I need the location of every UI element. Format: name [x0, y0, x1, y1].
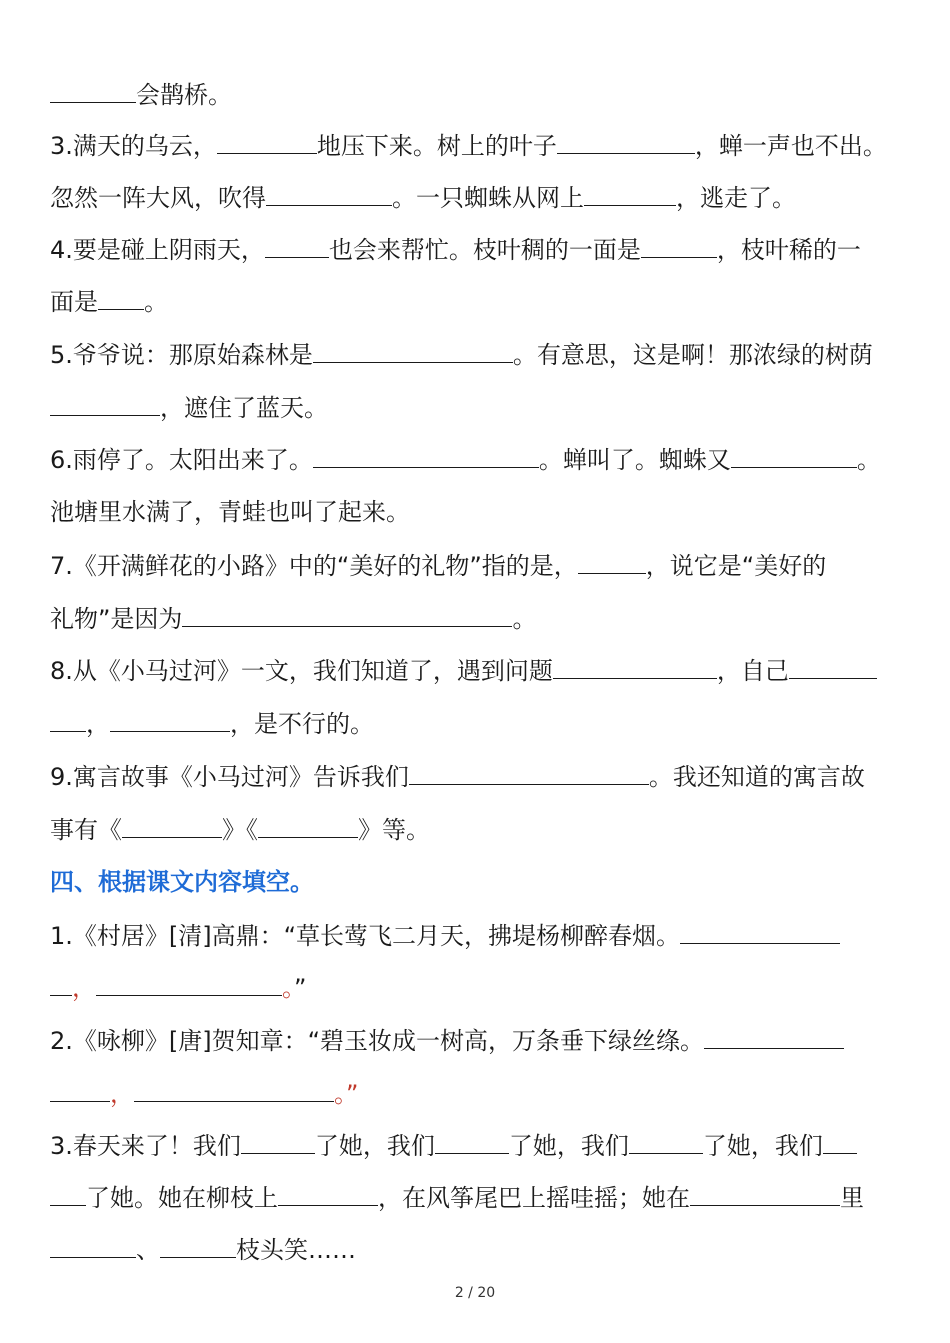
fill-blank[interactable]	[557, 131, 695, 154]
text-line	[50, 604, 536, 634]
text-segment: 、	[136, 1236, 160, 1264]
fill-blank[interactable]	[690, 1183, 840, 1206]
text-segment: 。	[282, 974, 294, 1002]
text-segment: 了她，我们	[314, 1132, 435, 1160]
fill-blank[interactable]	[98, 287, 144, 310]
text-segment: 。有意思，这是啊！那浓绿的树荫	[512, 341, 873, 369]
text-segment: 。	[856, 446, 881, 474]
text-segment: ”	[346, 1080, 359, 1108]
text-line	[50, 1131, 857, 1161]
text-segment: ，	[86, 710, 110, 738]
fill-blank[interactable]	[50, 1079, 110, 1102]
text-segment: 忽然一阵大风，吹得	[50, 184, 266, 212]
fill-blank[interactable]	[50, 80, 136, 103]
text-segment: 。我还知道的寓言故	[648, 763, 865, 791]
text-segment: ，逃走了。	[676, 184, 796, 212]
text-line	[50, 1079, 358, 1109]
fill-blank[interactable]	[409, 762, 649, 785]
text-line	[50, 1235, 356, 1265]
text-line	[50, 287, 168, 317]
fill-blank[interactable]	[313, 445, 539, 468]
text-segment: 》等。	[358, 816, 430, 844]
fill-blank[interactable]	[578, 551, 646, 574]
text-segment: 枝头笑……	[236, 1236, 356, 1264]
text-line	[50, 551, 826, 581]
fill-blank[interactable]	[122, 815, 222, 838]
fill-blank[interactable]	[680, 921, 840, 944]
fill-blank[interactable]	[96, 973, 282, 996]
fill-blank[interactable]	[50, 709, 86, 732]
text-segment: 》《	[222, 816, 258, 844]
text-segment: 8.从《小马过河》一文，我们知道了，遇到问题	[50, 657, 553, 685]
text-segment: 池塘里水满了，青蛙也叫了起来。	[50, 498, 410, 526]
fill-blank[interactable]	[258, 815, 358, 838]
fill-blank[interactable]	[50, 1235, 136, 1258]
fill-blank[interactable]	[823, 1131, 857, 1154]
page-number: 2 / 20	[454, 1285, 496, 1301]
text-line	[50, 340, 873, 370]
fill-blank[interactable]	[704, 1026, 844, 1049]
fill-blank[interactable]	[217, 131, 317, 154]
fill-blank[interactable]	[134, 1079, 334, 1102]
text-segment: 7.《开满鲜花的小路》中的“美好的礼物”指的是，	[50, 552, 578, 580]
fill-blank[interactable]	[50, 973, 72, 996]
text-line	[50, 709, 374, 739]
text-line	[50, 656, 877, 686]
text-segment: ，遮住了蓝天。	[160, 394, 328, 422]
text-line	[50, 445, 881, 475]
section-heading	[50, 867, 314, 897]
text-line	[50, 80, 232, 110]
text-segment: 。一只蜘蛛从网上	[392, 184, 584, 212]
text-line	[50, 235, 861, 265]
fill-blank[interactable]	[50, 1183, 86, 1206]
fill-blank[interactable]	[278, 1183, 378, 1206]
text-segment: 。	[334, 1080, 346, 1108]
text-segment: 2.《咏柳》[唐]贺知章：“碧玉妆成一树高，万条垂下绿丝绦。	[50, 1027, 705, 1055]
fill-blank[interactable]	[50, 393, 160, 416]
text-segment: 3.春天来了！我们	[50, 1132, 241, 1160]
text-segment: 9.寓言故事《小马过河》告诉我们	[50, 763, 409, 791]
text-line	[50, 1183, 864, 1213]
fill-blank[interactable]	[435, 1131, 509, 1154]
fill-blank[interactable]	[629, 1131, 703, 1154]
text-segment: 了她，我们	[508, 1132, 629, 1160]
text-segment: ，自己	[716, 657, 789, 685]
text-segment: 。	[512, 605, 537, 633]
text-line	[50, 183, 796, 213]
text-segment: 6.雨停了。太阳出来了。	[50, 446, 313, 474]
text-segment: ，	[72, 974, 96, 1002]
heading-text: 四、根据课文内容填空。	[50, 868, 314, 896]
text-line	[50, 815, 430, 845]
text-segment: 3.满天的乌云，	[50, 132, 217, 160]
text-segment: 5.爷爷说：那原始森林是	[50, 341, 313, 369]
text-segment: 。蝉叫了。蜘蛛又	[538, 446, 731, 474]
text-segment: 。	[144, 288, 168, 316]
fill-blank[interactable]	[182, 604, 512, 627]
text-line	[50, 1026, 844, 1056]
text-line	[50, 921, 840, 951]
text-segment: 里	[840, 1184, 864, 1212]
text-line	[50, 131, 887, 161]
text-segment: 了她。她在柳枝上	[86, 1184, 278, 1212]
text-segment: ，蝉一声也不出。	[694, 132, 887, 160]
text-line	[50, 973, 306, 1003]
text-segment: ，枝叶稀的一	[716, 236, 861, 264]
text-segment: ，	[110, 1080, 134, 1108]
fill-blank[interactable]	[241, 1131, 315, 1154]
fill-blank[interactable]	[313, 340, 513, 363]
text-line	[50, 393, 328, 423]
text-segment: 会鹊桥。	[136, 81, 232, 109]
fill-blank[interactable]	[731, 445, 857, 468]
text-segment: 事有《	[50, 816, 122, 844]
text-segment: 4.要是碰上阴雨天，	[50, 236, 265, 264]
text-segment: 1.《村居》[清]高鼎：“草长莺飞二月天，拂堤杨柳醉春烟。	[50, 922, 681, 950]
text-segment: ，是不行的。	[230, 710, 374, 738]
text-segment: 也会来帮忙。枝叶稠的一面是	[328, 236, 641, 264]
text-segment: 地压下来。树上的叶子	[316, 132, 557, 160]
fill-blank[interactable]	[110, 709, 230, 732]
fill-blank[interactable]	[789, 656, 877, 679]
fill-blank[interactable]	[641, 235, 717, 258]
fill-blank[interactable]	[266, 183, 392, 206]
text-line	[50, 497, 410, 527]
fill-blank[interactable]	[584, 183, 676, 206]
fill-blank[interactable]	[160, 1235, 236, 1258]
text-segment: 礼物”是因为	[50, 605, 183, 633]
fill-blank[interactable]	[265, 235, 329, 258]
text-segment: ，在风筝尾巴上摇哇摇；她在	[378, 1184, 690, 1212]
text-segment: ”	[294, 974, 307, 1002]
text-segment: 了她，我们	[702, 1132, 823, 1160]
text-segment: ，说它是“美好的	[645, 552, 827, 580]
text-line	[50, 762, 865, 792]
text-segment: 面是	[50, 288, 98, 316]
fill-blank[interactable]	[553, 656, 717, 679]
